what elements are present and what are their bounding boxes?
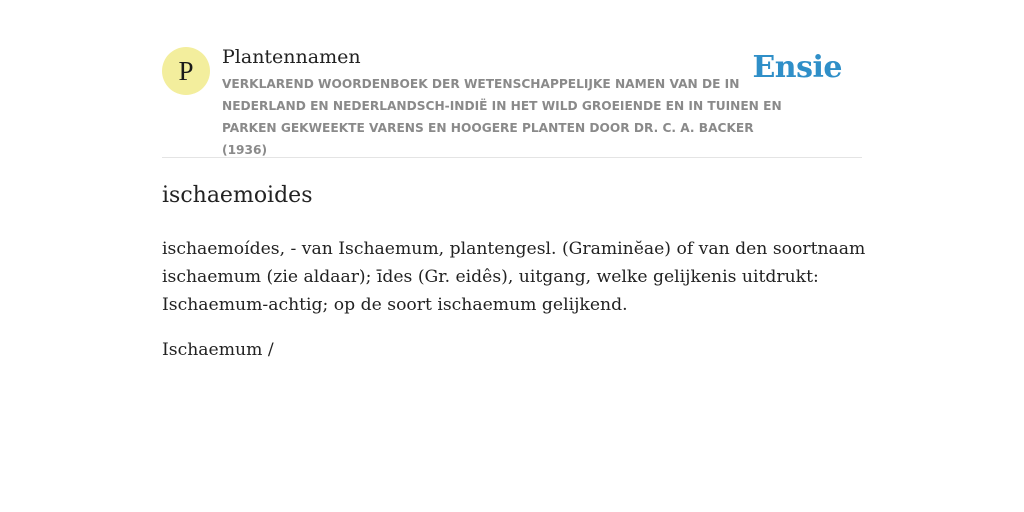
dictionary-header bbox=[162, 0, 862, 158]
ensie-logo[interactable]: Ensie bbox=[752, 50, 842, 85]
dictionary-subtitle: VERKLAREND WOORDENBOEK DER WETENSCHAPPELIJKE NAMEN VAN DE IN NEDERLAND EN NEDERLANDSCH-INDIË IN HET WILD GROEIENDE EN IN TUINEN EN PARKEN GEKWEEKTE VARENS EN HOOGERE PLANTEN DOOR DR. C. A. BACKER (1936) bbox=[222, 77, 782, 157]
related-entry-link[interactable]: Ischaemum / bbox=[162, 340, 274, 360]
dictionary-badge: P bbox=[162, 47, 210, 95]
page-content bbox=[162, 0, 866, 360]
dictionary-title[interactable]: Plantennamen bbox=[222, 46, 361, 68]
entry-headword: ischaemoides bbox=[162, 183, 313, 208]
entry-definition: ischaemoídes, - van Ischaemum, plantengesl. (Graminĕae) of van den soortnaam ischaemum (zie aldaar); īdes (Gr. eidês), uitgang, welke gelijkenis uitdrukt: Ischaemum-achtig; op de soort ischaemum gelijkend. bbox=[162, 239, 866, 315]
